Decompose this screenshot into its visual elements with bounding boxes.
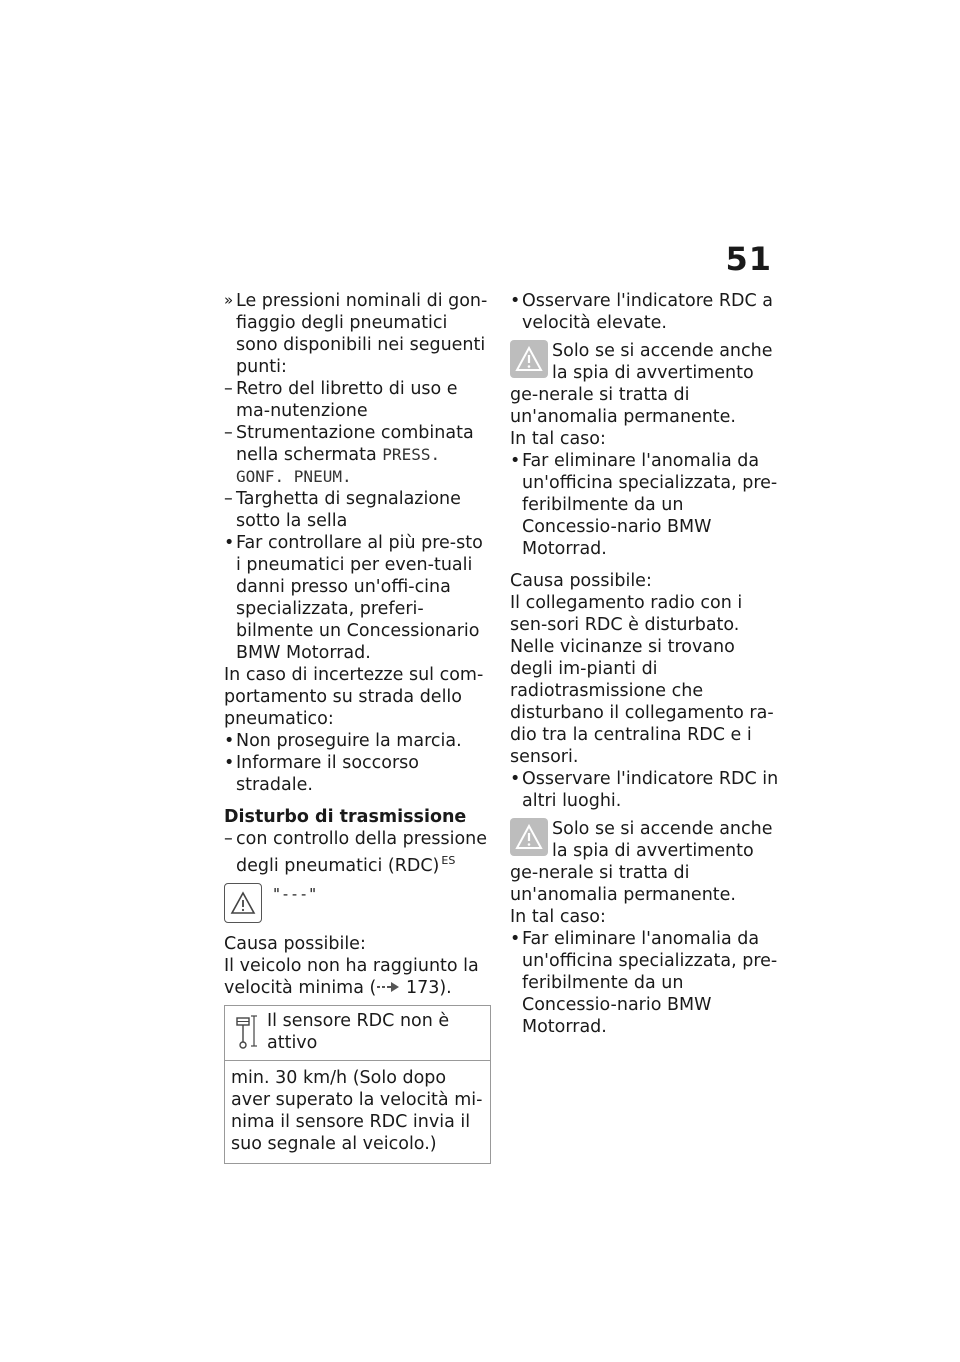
action-text: Non proseguire la marcia. (236, 731, 462, 751)
section-heading: Disturbo di trasmissione (224, 807, 467, 827)
warning-triangle-icon (510, 818, 548, 856)
high-speed-text: Osservare l'indicatore RDC a velocità elevate. (522, 291, 773, 333)
action-item (224, 730, 492, 752)
intro-paragraph (224, 290, 492, 378)
rdc-sensor-icon (231, 1010, 259, 1052)
location-item (224, 488, 492, 532)
intro-text: Le pressioni nominali di gon-fiaggio degli pneumatici sono disponibili nei seguenti punti: (236, 291, 488, 377)
warning-note-text: Solo se si accende anche la spia di avvertimento ge-nerale si tratta di un'anomalia permanente. (510, 341, 773, 427)
warning-triangle-icon (224, 883, 262, 923)
warning-note-2 (510, 818, 782, 906)
section-subheading (224, 828, 492, 877)
subheading-text: con controllo della pressione degli pneumatici (RDC) (236, 829, 488, 876)
rdc-table-body: min. 30 km/h (Solo dopo aver superato la velocità mi-nima il sensore RDC invia il suo segnale al veicolo.) (231, 1067, 483, 1154)
cause-label: Causa possibile: (224, 933, 366, 954)
location-item (224, 422, 492, 488)
fix-bullet (510, 450, 782, 560)
cause-page-ref: 173). (405, 977, 452, 998)
warning-triangle-icon (510, 340, 548, 378)
high-speed-bullet (510, 290, 782, 334)
warning-note-text: Solo se si accende anche la spia di avvertimento ge-nerale si tratta di un'anomalia permanente. (510, 819, 773, 905)
fix-text: Far eliminare l'anomalia da un'officina specializzata, pre-feribilmente da un Concessio-nario BMW Motorrad. (522, 451, 778, 559)
other-places-text: Osservare l'indicatore RDC in altri luoghi. (522, 769, 779, 811)
rdc-table-header (225, 1006, 490, 1061)
cause-label: Causa possibile: (510, 571, 652, 591)
display-code: "---" (272, 884, 318, 903)
location-text: Targhetta di segnalazione sotto la sella (236, 489, 461, 531)
check-bullet (224, 532, 492, 664)
in-case-label: In tal caso: (510, 907, 606, 927)
cause-text: Il veicolo non ha raggiunto la velocità minima ( 173). (224, 955, 479, 998)
display-code-row (224, 883, 492, 923)
location-text: Retro del libretto di uso e ma-nutenzione (236, 379, 458, 421)
uncertain-paragraph: In caso di incertezze sul com-portamento su strada dello pneumatico: (224, 665, 484, 729)
in-case-label: In tal caso: (510, 429, 606, 449)
fix-bullet (510, 928, 782, 1038)
display-code-text: PRESS. GONF. PNEUM. (236, 445, 441, 486)
other-places-bullet (510, 768, 782, 812)
left-column (224, 290, 492, 1164)
market-superscript: ES (441, 854, 456, 867)
warning-note-1 (510, 340, 782, 428)
rdc-table-header-text: Il sensore RDC non è attivo (267, 1010, 450, 1053)
action-item (224, 752, 492, 796)
page-reference-arrow-icon[interactable] (376, 977, 400, 999)
right-column (510, 290, 782, 1038)
rdc-info-table (224, 1005, 491, 1164)
action-text: Informare il soccorso stradale. (236, 753, 419, 795)
check-text: Far controllare al più pre-sto i pneumatici per even-tuali danni presso un'offi-cina specializzata, preferi-bilmente un Concessionario BMW Motorrad. (236, 533, 483, 663)
page-number: 51 (725, 240, 772, 278)
cause-text: Il collegamento radio con i sen-sori RDC è disturbato. Nelle vicinanze si trovano degli im-pianti di radiotrasmissione che disturbano il collegamento ra-dio tra la centralina RDC e i sensori. (510, 593, 774, 767)
location-text: Strumentazione combinata nella schermata (236, 423, 474, 465)
cause-text-main: Il veicolo non ha raggiunto la velocità minima (224, 955, 479, 998)
location-item (224, 378, 492, 422)
fix-text: Far eliminare l'anomalia da un'officina specializzata, pre-feribilmente da un Concessio-nario BMW Motorrad. (522, 929, 778, 1037)
